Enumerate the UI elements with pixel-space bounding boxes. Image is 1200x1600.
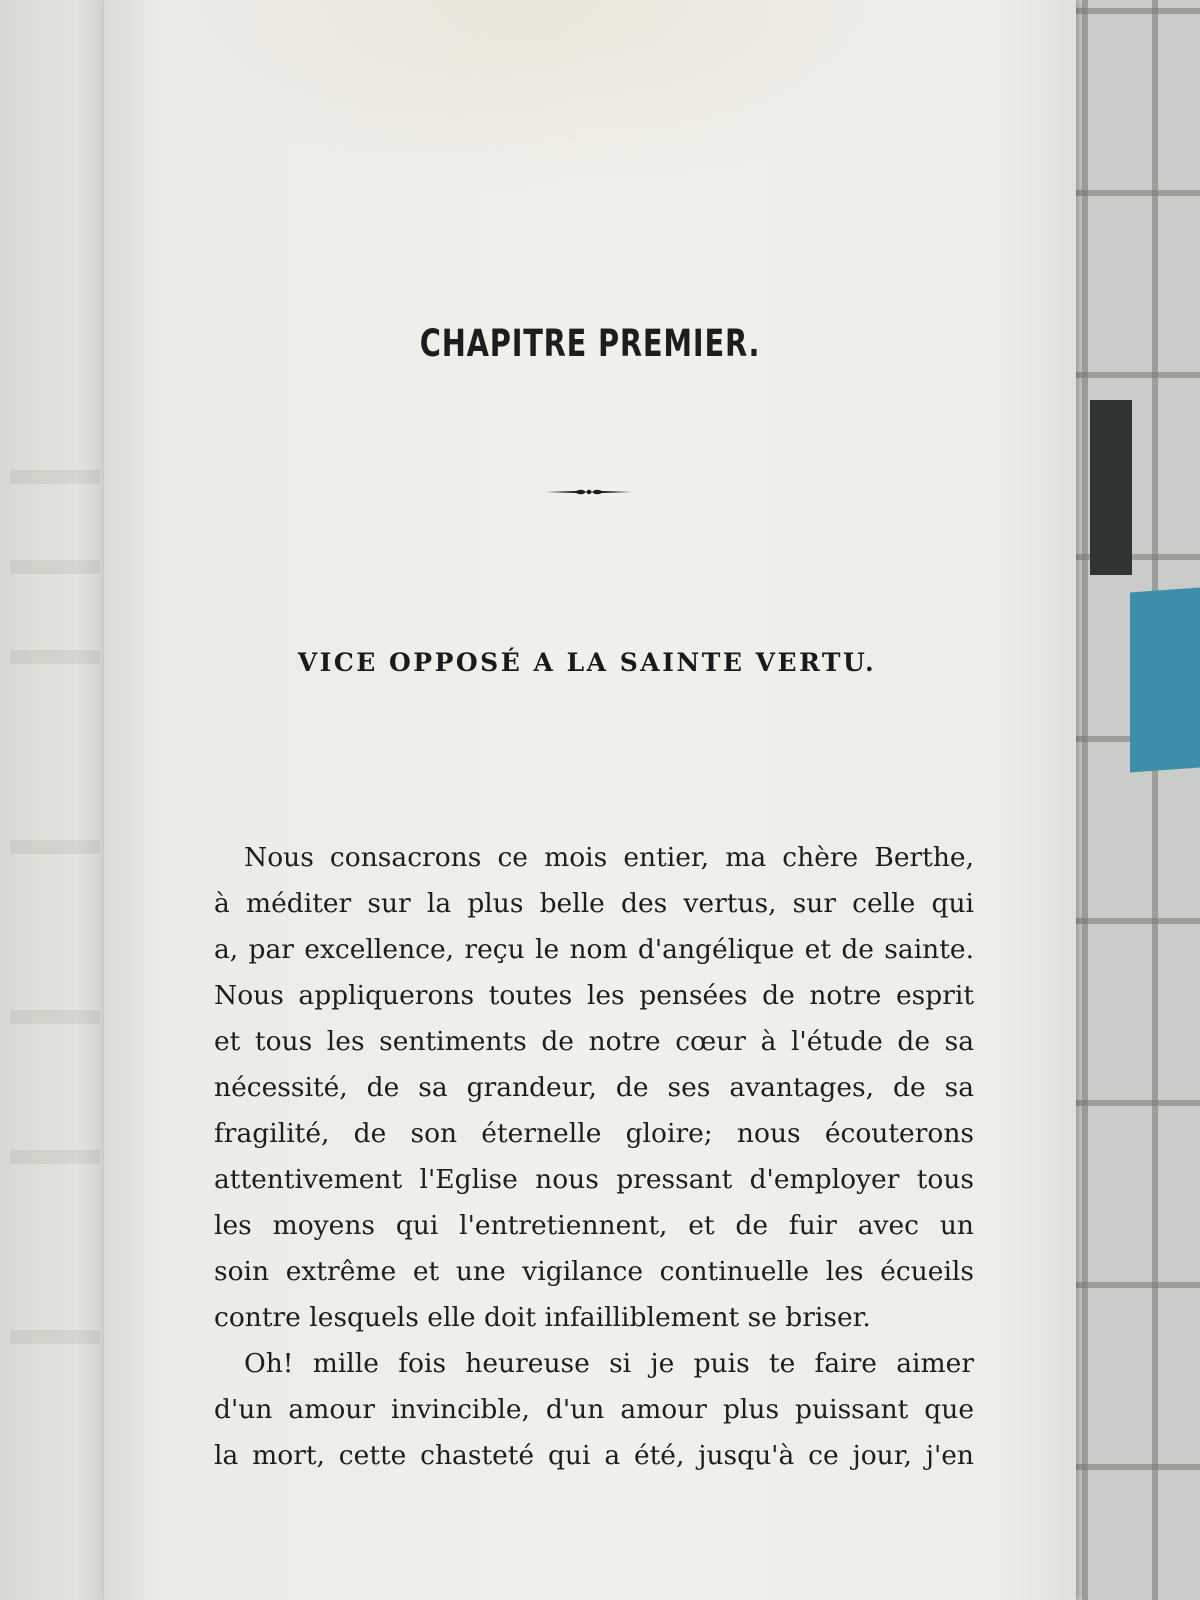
text-line: contre lesquels elle doit infailliblement se briser.	[214, 1302, 871, 1333]
facing-page-show-through	[10, 470, 100, 484]
text-line: nécessité, de sa grandeur, de ses avantages, de sa	[214, 1072, 974, 1103]
text-line: et tous les sentiments de notre cœur à l'étude de sa	[214, 1026, 974, 1057]
text-line: fragilité, de son éternelle gloire; nous écouterons	[214, 1118, 974, 1149]
chapter-title: CHAPITRE PREMIER.	[419, 322, 761, 365]
facing-page-show-through	[10, 650, 100, 664]
paragraph	[214, 1341, 974, 1479]
body-text	[214, 835, 974, 1479]
section-title: VICE OPPOSÉ A LA SAINTE VERTU.	[297, 648, 877, 677]
facing-page	[0, 0, 110, 1600]
text-line: attentivement l'Eglise nous pressant d'employer tous	[214, 1164, 974, 1195]
water-stain	[164, 0, 924, 200]
text-line: Nous consacrons ce mois entier, ma chère Berthe,	[244, 842, 974, 873]
text-line: les moyens qui l'entretiennent, et de fuir avec un	[214, 1210, 974, 1241]
text-line: Nous appliquerons toutes les pensées de notre esprit	[214, 980, 974, 1011]
facing-page-show-through	[10, 560, 100, 574]
facing-page-show-through	[10, 1330, 100, 1344]
tiled-surface	[1060, 0, 1200, 1600]
ornament-divider-icon	[546, 486, 632, 498]
facing-page-show-through	[10, 840, 100, 854]
text-line: à méditer sur la plus belle des vertus, sur celle qui	[214, 888, 974, 919]
paragraph	[214, 835, 974, 1341]
text-line: la mort, cette chasteté qui a été, jusqu'à ce jour, j'en	[214, 1440, 974, 1471]
text-line: d'un amour invincible, d'un amour plus puissant que	[214, 1394, 974, 1425]
text-line: Oh! mille fois heureuse si je puis te faire aimer	[244, 1348, 974, 1379]
text-line: soin extrême et une vigilance continuelle les écueils	[214, 1256, 974, 1287]
facing-page-show-through	[10, 1150, 100, 1164]
facing-page-show-through	[10, 1010, 100, 1024]
text-line: a, par excellence, reçu le nom d'angélique et de sainte.	[214, 934, 974, 965]
dark-tile	[1090, 400, 1132, 575]
blue-tile	[1130, 588, 1200, 773]
